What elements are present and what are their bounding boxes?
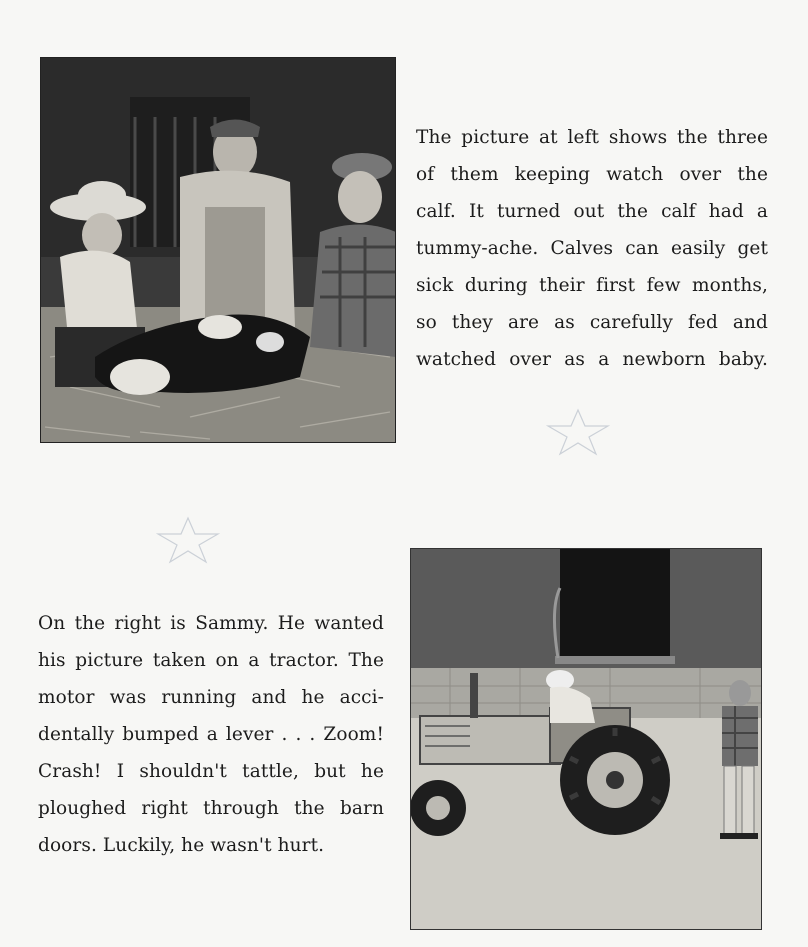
caption-line: tummy-ache. Calves can easily get (416, 238, 768, 259)
caption-line: his picture taken on a tractor. The (38, 650, 384, 671)
photo-sammy-tractor-image (410, 548, 762, 930)
caption-line: ploughed right through the barn (38, 798, 384, 819)
caption-line: watched over as a newborn baby. (416, 349, 768, 370)
caption-line: of them keeping watch over the (416, 164, 768, 185)
caption-line: On the right is Sammy. He wanted (38, 613, 384, 634)
caption-line: The picture at left shows the three (416, 127, 768, 148)
caption-line: calf. It turned out the calf had a (416, 201, 768, 222)
caption-line: dentally bumped a lever . . . Zoom! (38, 724, 384, 745)
star-outline-icon (546, 408, 610, 456)
photo-sammy-tractor (410, 548, 762, 930)
star-outline-icon (156, 516, 220, 564)
caption-sammy-tractor (38, 605, 384, 864)
photo-calf-watch (40, 57, 396, 443)
caption-line: so they are as carefully fed and (416, 312, 768, 333)
caption-calf-watch (416, 119, 768, 378)
photo-calf-watch-image (40, 57, 396, 443)
caption-line: doors. Luckily, he wasn't hurt. (38, 835, 325, 856)
caption-line: motor was running and he acci- (38, 687, 384, 708)
caption-line: Crash! I shouldn't tattle, but he (38, 761, 384, 782)
caption-line: sick during their first few months, (416, 275, 768, 296)
